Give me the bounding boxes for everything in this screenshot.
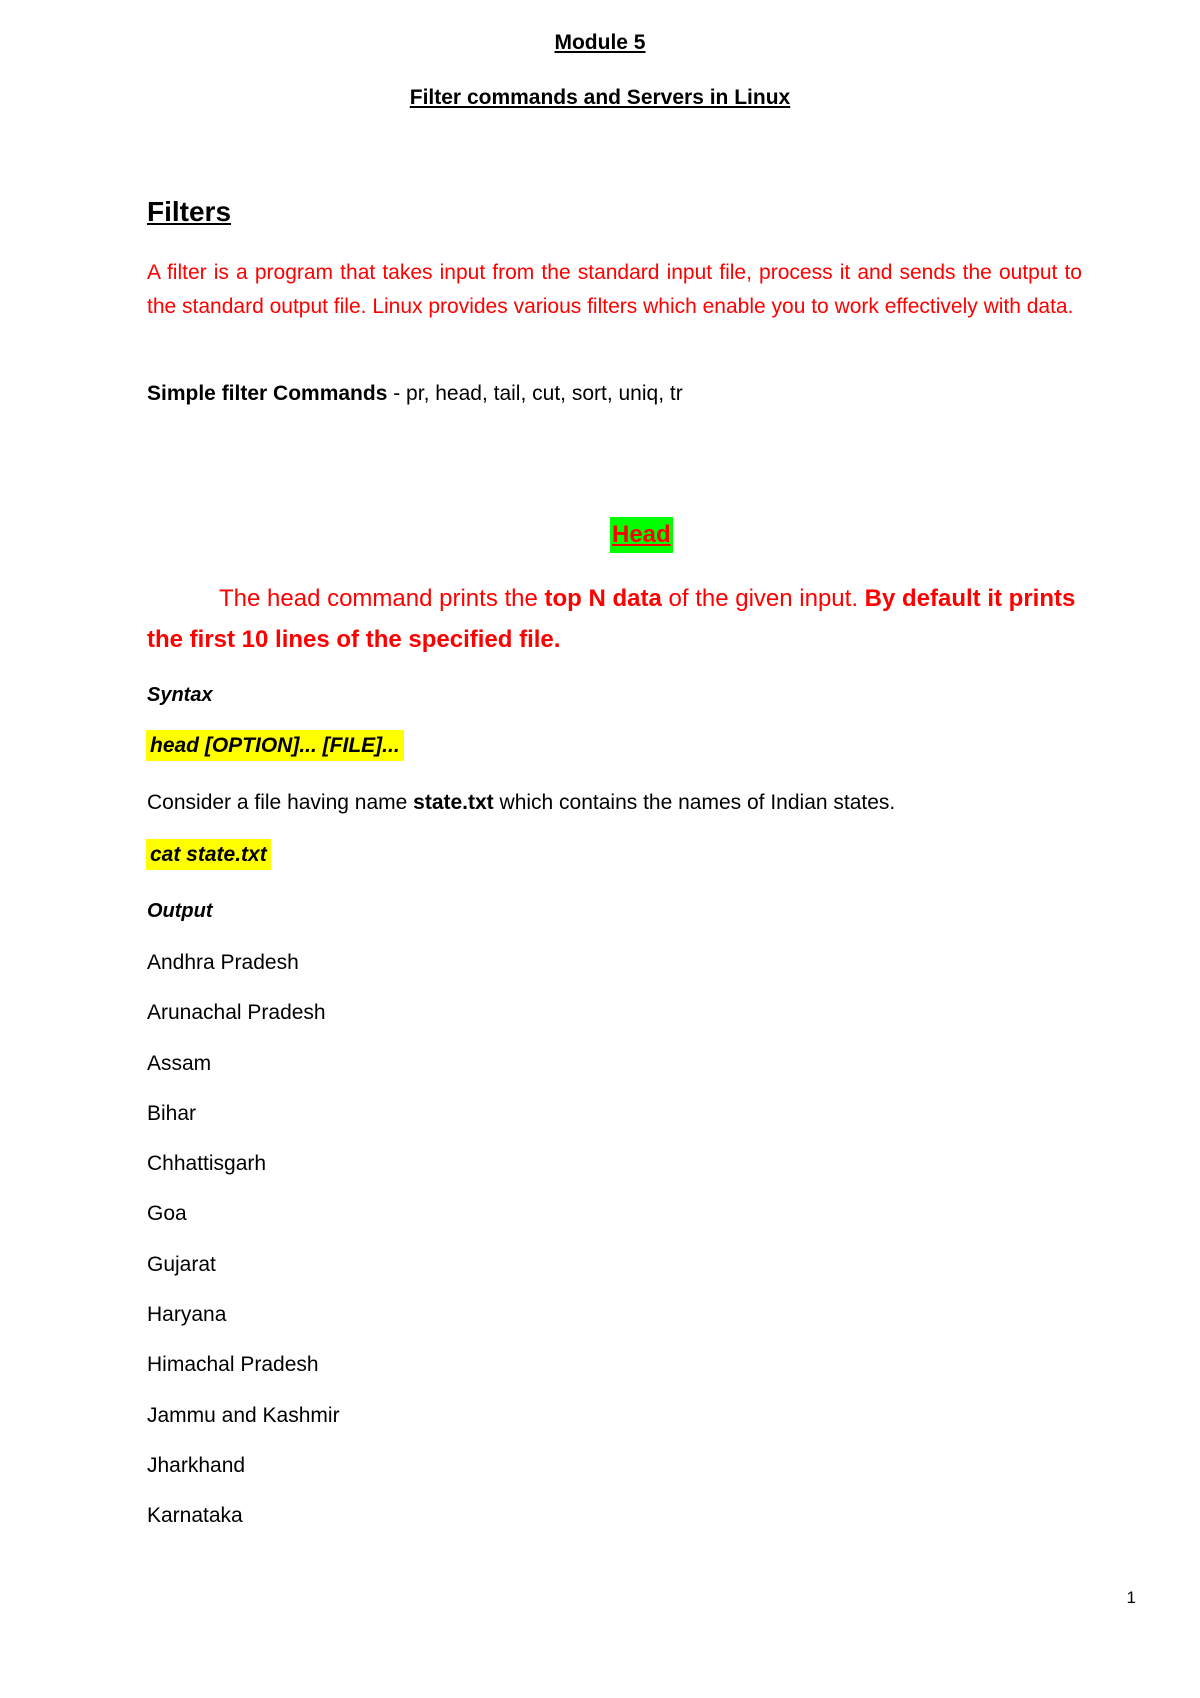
list-item: Jammu and Kashmir: [147, 1403, 340, 1427]
syntax-command: head [OPTION]... [FILE]...: [146, 730, 404, 761]
cat-command: cat state.txt: [146, 839, 271, 870]
head-desc-bold2: By default it prints the first 10 lines of the specified file.: [147, 585, 1076, 653]
list-item: Goa: [147, 1202, 187, 1226]
consider-part1: Consider a file having name: [147, 791, 414, 814]
list-item: Assam: [147, 1051, 212, 1075]
simple-filter-list: - pr, head, tail, cut, sort, uniq, tr: [387, 382, 683, 405]
filter-definition: A filter is a program that takes input from the standard input file, process it and sends the output to the standard output file. Linux provides various filters which enable you to work effectively with data.: [147, 261, 1082, 318]
document-subtitle: Filter commands and Servers in Linux: [409, 86, 791, 109]
head-desc-bold1: top N data: [544, 585, 662, 612]
list-item: Gujarat: [147, 1252, 216, 1276]
consider-part2: which contains the names of Indian states.: [493, 791, 896, 814]
list-item: Arunachal Pradesh: [147, 1001, 326, 1025]
list-item: Haryana: [147, 1303, 227, 1327]
syntax-command-line: [146, 734, 404, 758]
syntax-label: Syntax: [147, 684, 213, 706]
head-desc-part2: of the given input.: [661, 585, 865, 612]
simple-filter-commands: [147, 382, 683, 406]
page-number: 1: [1126, 1588, 1136, 1607]
list-item: Karnataka: [147, 1504, 243, 1528]
simple-filter-label: Simple filter Commands: [147, 382, 388, 405]
filters-heading: Filters: [147, 196, 232, 227]
cat-command-line: [146, 843, 271, 867]
head-section-badge: Head: [610, 517, 673, 553]
list-item: Andhra Pradesh: [147, 951, 299, 974]
module-title: Module 5: [554, 31, 646, 54]
output-label: Output: [147, 900, 213, 922]
state-list: [147, 950, 340, 1554]
consider-line: [147, 791, 895, 815]
head-description: [147, 578, 1082, 660]
list-item: Chhattisgarh: [147, 1152, 267, 1176]
list-item: Bihar: [147, 1101, 197, 1125]
head-desc-part1: The head command prints the: [219, 585, 545, 612]
list-item: Himachal Pradesh: [147, 1353, 319, 1377]
list-item: Jharkhand: [147, 1453, 246, 1477]
state-filename: state.txt: [413, 791, 494, 814]
